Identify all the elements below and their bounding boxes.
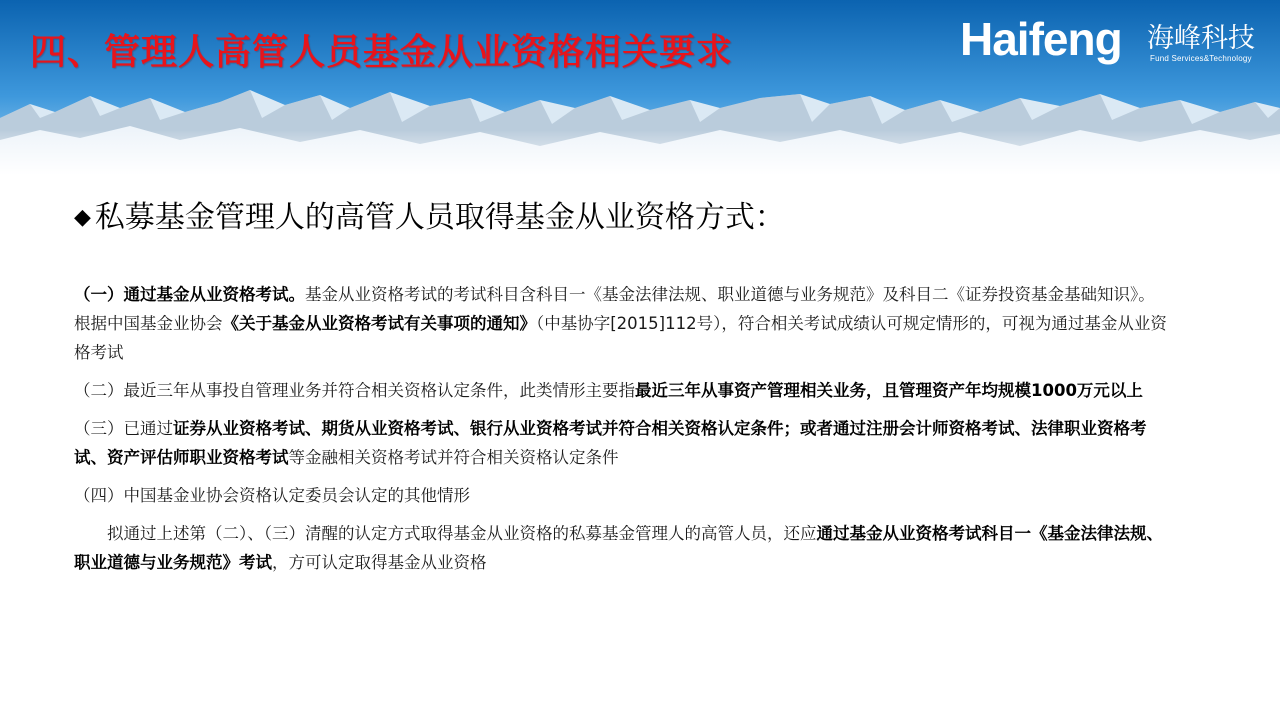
paragraph-exam-lead: （一）通过基金从业资格考试。 — [74, 285, 305, 304]
paragraph-exam-tail: （中基协字[2015]112号），符合相关考试成绩认可规定情形的，可视为通过基金从业资格考试 — [74, 314, 1167, 362]
paragraph-requirement-tail: ，方可认定取得基金从业资格 — [272, 553, 487, 572]
paragraph-other-exams-tail: 等金融相关资格考试并符合相关资格认定条件 — [288, 448, 619, 467]
paragraph-exam — [74, 280, 1170, 367]
paragraph-other-exams-lead: （三）已通过 — [74, 419, 173, 438]
logo-chinese-name: 海峰科技 — [1147, 23, 1255, 54]
body-content — [74, 280, 1170, 586]
paragraph-requirement-body: 拟通过上述第（二）、（三）清醒的认定方式取得基金从业资格的私募基金管理人的高管人员，还应 — [107, 524, 817, 543]
paragraph-committee — [74, 481, 1170, 510]
haifeng-logo — [960, 14, 1260, 74]
section-heading — [74, 192, 785, 236]
logo-tagline: Fund Services&Technology — [1150, 54, 1252, 63]
paragraph-other-exams — [74, 414, 1170, 472]
logo-wordmark: Haifeng — [960, 13, 1122, 65]
slide-title: 四、管理人高管人员基金从业资格相关要求 — [30, 31, 734, 73]
diamond-bullet-icon: ◆ — [74, 205, 91, 230]
paragraph-experience-emphasis: 最近三年从事资产管理相关业务，且管理资产年均规模1000万元以上 — [635, 381, 1143, 400]
paragraph-experience-body: （二）最近三年从事投自管理业务并符合相关资格认定条件，此类情形主要指 — [74, 381, 635, 400]
paragraph-other-exams-emphasis: 证券从业资格考试、期货从业资格考试、银行从业资格考试并符合相关资格认定条件；或者通过注册会计师资格考试、法律职业资格考试、资产评估师职业资格考试 — [74, 419, 1147, 467]
paragraph-exam-notice: 《关于基金从业资格考试有关事项的通知》 — [222, 314, 536, 333]
section-heading-text: 私募基金管理人的高管人员取得基金从业资格方式： — [94, 200, 785, 235]
paragraph-requirement — [74, 519, 1170, 577]
paragraph-committee-body: （四）中国基金业协会资格认定委员会认定的其他情形 — [74, 486, 470, 505]
paragraph-requirement-emphasis: 通过基金从业资格考试科目一《基金法律法规、职业道德与业务规范》考试 — [74, 524, 1163, 572]
paragraph-exam-body: 基金从业资格考试的考试科目含科目一《基金法律法规、职业道德与业务规范》及科目二《证券投资基金基础知识》。根据中国基金业协会 — [74, 285, 1155, 333]
paragraph-experience — [74, 376, 1170, 405]
